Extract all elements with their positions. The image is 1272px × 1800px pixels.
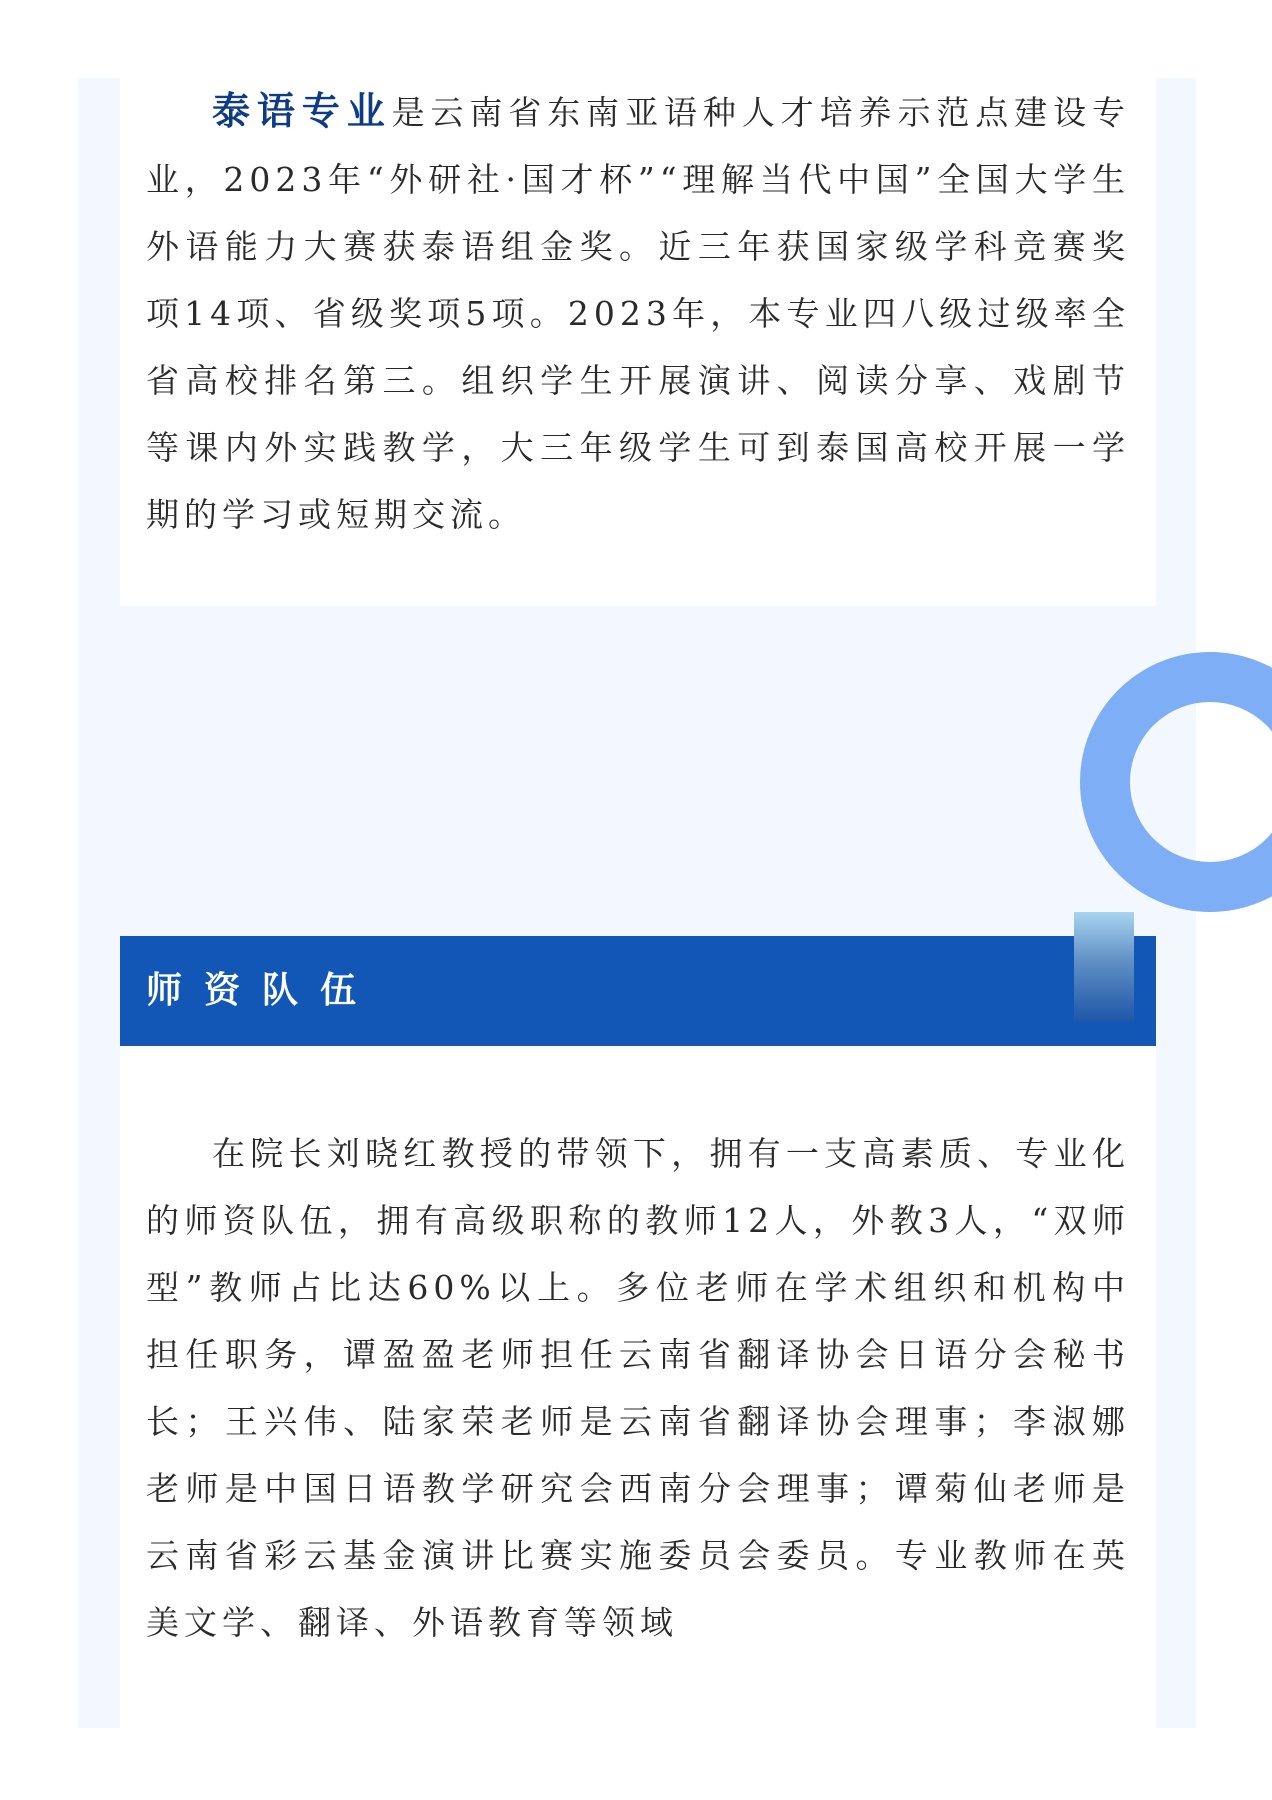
thai-major-lead: 泰语专业 (212, 89, 392, 133)
section-banner (120, 936, 1156, 1046)
thai-major-body: 是云南省东南亚语种人才培养示范点建设专业，2023年“外研社·国才杯”“理解当代中国”全国大学生外语能力大赛获泰语组金奖。近三年获国家级学科竞赛奖项14项、省级奖项5项。2023年，本专业四八级过级率全省高校排名第三。组织学生开展演讲、阅读分享、戏剧节等课内外实践教学，大三年级学生可到泰国高校开展一学期的学习或短期交流。 (146, 93, 1130, 534)
banner-gradient-tab (1074, 912, 1134, 1022)
faculty-paragraph: 在院长刘晓红教授的带领下，拥有一支高素质、专业化的师资队伍，拥有高级职称的教师12人，外教3人，“双师型”教师占比达60%以上。多位老师在学术组织和机构中担任职务，谭盈盈老师担任云南省翻译协会日语分会秘书长；王兴伟、陆家荣老师是云南省翻译协会理事；李淑娜老师是中国日语教学研究会西南分会理事；谭菊仙老师是云南省彩云基金演讲比赛实施委员会委员。专业教师在英美文学、翻译、外语教育等领域 (146, 1134, 1130, 1642)
thai-major-paragraph (146, 78, 1130, 548)
section-title: 师资队伍 (146, 970, 379, 1011)
